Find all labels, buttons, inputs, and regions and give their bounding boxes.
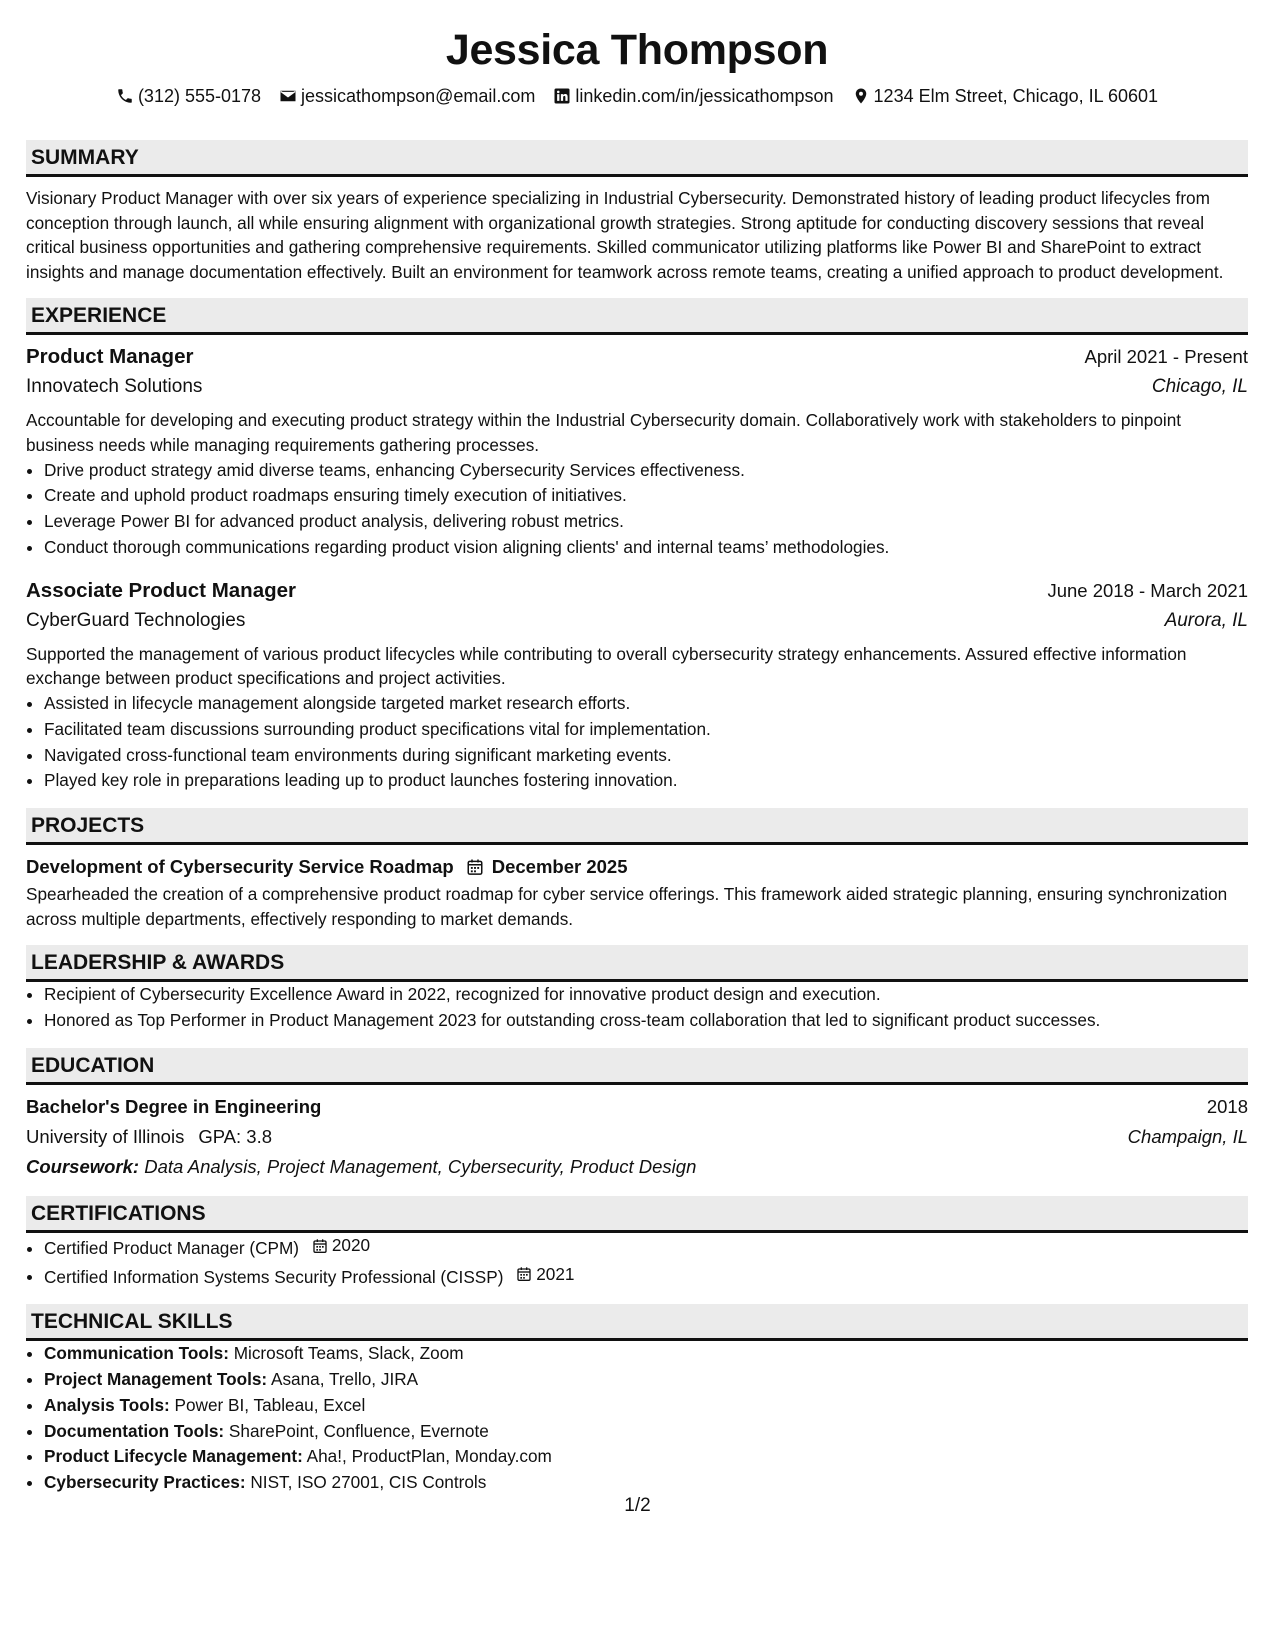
section-header-projects: PROJECTS — [26, 808, 1248, 845]
project-title: Development of Cybersecurity Service Roadmap — [26, 856, 454, 878]
awards-list — [26, 982, 1248, 1034]
contact-bar — [26, 82, 1248, 110]
job-bullets — [26, 458, 1248, 561]
contact-phone: (312) 555-0178 — [116, 82, 261, 110]
certification-year: 2020 — [331, 1234, 371, 1255]
list-item — [44, 1233, 1248, 1262]
candidate-name: Jessica Thompson — [445, 26, 829, 74]
contact-email[interactable]: jessicathompson@email.com — [279, 82, 535, 110]
section-header-skills: TECHNICAL SKILLS — [26, 1304, 1248, 1341]
summary-text: Visionary Product Manager with over six years of experience specializing in Industrial Cybersecurity. Demonstrated history of leading product lifecycles from conception through launch, all while ensuring alignment with organizational growth strategies. Strong aptitude for conducting discovery sessions that reveal critical business opportunities and gathering comprehensive requirements. Skilled communicator utilizing platforms like Power BI and SharePoint to extract insights and manage documentation effectively. Built an environment for teamwork across remote teams, creating a unified approach to product development. — [26, 188, 1224, 282]
education-school-row — [26, 1122, 1248, 1152]
list-item: • Played key role in preparations leading up to product launches fostering innovation. — [44, 768, 1248, 794]
skill-category: Cybersecurity Practices: — [44, 1472, 246, 1493]
list-item — [44, 1262, 1248, 1291]
list-item: • Facilitated team discussions surrounding product specifications vital for implementation. — [44, 717, 1248, 743]
calendar-icon — [466, 858, 484, 876]
skill-values: Power BI, Tableau, Excel — [174, 1394, 366, 1415]
list-item — [44, 1419, 1248, 1445]
list-item: • Navigated cross-functional team environments during significant marketing events. — [44, 743, 1248, 769]
school-name: University of Illinois — [26, 1125, 185, 1147]
degree: Bachelor's Degree in Engineering — [26, 1095, 322, 1117]
skill-values: Asana, Trello, JIRA — [270, 1369, 419, 1390]
phone-icon — [116, 87, 134, 105]
coursework — [26, 1152, 1248, 1182]
list-item: • Recipient of Cybersecurity Excellence Award in 2022, recognized for innovative product design and execution. — [44, 982, 1248, 1008]
list-item — [44, 1444, 1248, 1470]
school-location: Champaign, IL — [1127, 1125, 1248, 1147]
list-item: • Create and uphold product roadmaps ensuring timely execution of initiatives. — [44, 483, 1248, 509]
job-company: Innovatech Solutions — [26, 376, 203, 398]
skill-values: Aha!, ProductPlan, Monday.com — [306, 1446, 552, 1467]
skill-category: Communication Tools: — [44, 1343, 229, 1364]
calendar-icon — [312, 1238, 328, 1254]
contact-address: 1234 Elm Street, Chicago, IL 60601 — [852, 82, 1159, 110]
linkedin-icon — [553, 87, 571, 105]
job-entry — [26, 341, 1248, 560]
job-location: Aurora, IL — [1164, 609, 1248, 631]
section-header-experience: EXPERIENCE — [26, 298, 1248, 335]
certification-year: 2021 — [536, 1263, 575, 1284]
project-date: December 2025 — [466, 856, 628, 878]
contact-linkedin[interactable]: linkedin.com/in/jessicathompson — [553, 82, 833, 110]
skill-values: NIST, ISO 27001, CIS Controls — [250, 1472, 487, 1493]
list-item: • Honored as Top Performer in Product Management 2023 for outstanding cross-team collaboration that led to significant product successes. — [44, 1008, 1248, 1034]
resume-page — [26, 0, 1248, 1496]
section-header-education: EDUCATION — [26, 1048, 1248, 1085]
skills-list — [26, 1341, 1248, 1496]
job-description: Accountable for developing and executing product strategy within the Industrial Cybersecurity domain. Collaboratively work with stakeholders to pinpoint business needs while managing requirements gathering processes. — [26, 410, 1182, 455]
list-item — [44, 1367, 1248, 1393]
coursework-list: Data Analysis, Project Management, Cybersecurity, Product Design — [144, 1155, 697, 1177]
job-description: Supported the management of various product lifecycles while contributing to overall cybersecurity strategy enhancements. Assured effective information exchange between product specifications and project activities. — [26, 643, 1187, 689]
skill-category: Documentation Tools: — [44, 1420, 225, 1441]
certification-name: Certified Information Systems Security Professional (CISSP) — [44, 1266, 504, 1287]
job-bullets — [26, 691, 1248, 794]
list-item — [44, 1341, 1248, 1367]
job-company: CyberGuard Technologies — [26, 609, 246, 631]
project-header — [26, 853, 1248, 881]
gpa: GPA: 3.8 — [198, 1125, 273, 1147]
job-title: Associate Product Manager — [26, 578, 296, 602]
list-item: • Drive product strategy amid diverse teams, enhancing Cybersecurity Services effectiveness. — [44, 458, 1248, 484]
page-number: 1/2 — [624, 1495, 651, 1516]
job-location: Chicago, IL — [1151, 376, 1248, 398]
certification-name: Certified Product Manager (CPM) — [44, 1237, 300, 1258]
map-pin-icon — [852, 87, 870, 105]
list-item: • Assisted in lifecycle management alongside targeted market research efforts. — [44, 691, 1248, 717]
skill-category: Product Lifecycle Management: — [44, 1446, 303, 1467]
job-title: Product Manager — [26, 345, 194, 369]
skill-values: SharePoint, Confluence, Evernote — [228, 1420, 489, 1441]
list-item: • Leverage Power BI for advanced product analysis, delivering robust metrics. — [44, 509, 1248, 535]
section-header-summary: SUMMARY — [26, 140, 1248, 177]
project-description: Spearheaded the creation of a comprehensive product roadmap for cyber service offerings. This framework aided strategic planning, ensuring synchronization across multiple departments, effectively responding to market demands. — [26, 884, 1228, 929]
list-item: • Conduct thorough communications regarding product vision aligning clients' and internal teams’ methodologies. — [44, 535, 1248, 561]
envelope-icon — [279, 87, 297, 105]
education-header — [26, 1092, 1248, 1122]
list-item — [44, 1393, 1248, 1419]
calendar-icon — [516, 1266, 532, 1282]
job-dates: April 2021 - Present — [1084, 346, 1248, 368]
skill-category: Analysis Tools: — [44, 1394, 170, 1415]
certifications-list — [26, 1233, 1248, 1290]
coursework-label: Coursework: — [26, 1155, 140, 1177]
skill-values: Microsoft Teams, Slack, Zoom — [233, 1343, 464, 1364]
list-item — [44, 1470, 1248, 1496]
section-header-certifications: CERTIFICATIONS — [26, 1196, 1248, 1233]
job-entry — [26, 575, 1248, 794]
section-header-leadership: LEADERSHIP & AWARDS — [26, 945, 1248, 982]
graduation-year: 2018 — [1206, 1095, 1248, 1117]
job-dates: June 2018 - March 2021 — [1047, 579, 1248, 601]
skill-category: Project Management Tools: — [44, 1369, 268, 1390]
